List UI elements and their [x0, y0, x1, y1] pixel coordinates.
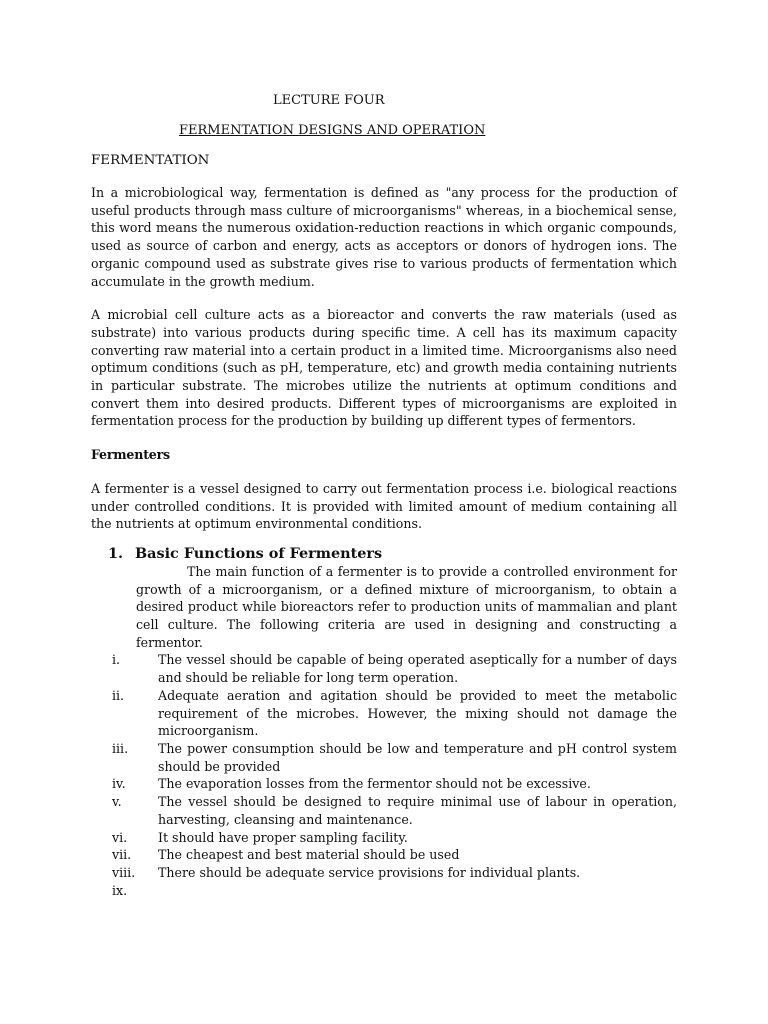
section-heading-fermenters: Fermenters: [91, 447, 170, 463]
list-text: Adequate aeration and agitation should be provided to meet the metabolic requirement of the microbes. However, the mixing should not damage the microorganism.: [158, 687, 677, 739]
lecture-title: LECTURE FOUR: [273, 93, 385, 108]
intro-text: The main function of a fermenter is to provide a controlled environment for growth of a microorganism, or a defined mixture of microorganism, to obtain a desired product while bioreactors refer to production units of mammalian and plant cell culture. The following criteria are used in designing and constructing a fermentor.: [136, 563, 677, 650]
list-numeral: vi.: [112, 829, 128, 845]
list-numeral: ii.: [112, 687, 125, 703]
heading-text: Basic Functions of Fermenters: [135, 544, 383, 562]
paragraph-cell-culture: A microbial cell culture acts as a bioreactor and converts the raw materials (used as substrate) into various products during specific time. A cell has its maximum capacity converting raw material into a certain product in a limited time. Microorganisms also need optimum conditions (such as pH, temperature, etc) and growth media containing nutrients in particular substrate. The microbes utilize the nutrients at optimum conditions and convert them into desired products. Different types of microorganisms are exploited in fermentation process for the production by building up different types of fermentors.: [91, 307, 677, 429]
list-text: The evaporation losses from the fermentor should not be excessive.: [158, 776, 591, 792]
list-item: [91, 793, 677, 828]
list-text: It should have proper sampling facility.: [158, 829, 408, 845]
list-item: [91, 775, 677, 793]
list-numeral: v.: [112, 794, 122, 810]
list-text: There should be adequate service provisions for individual plants.: [158, 864, 581, 880]
list-item: [91, 864, 677, 882]
list-item: [91, 687, 677, 740]
list-numeral: ix.: [112, 882, 128, 898]
list-numeral: iii.: [112, 740, 129, 756]
list-item: [91, 651, 677, 686]
list-numeral: i.: [112, 652, 121, 668]
list-item: [91, 846, 677, 864]
list-item: [91, 882, 677, 900]
basic-functions-intro: [91, 563, 677, 652]
list-text: The vessel should be capable of being operated aseptically for a number of days and should be reliable for long term operation.: [158, 652, 677, 686]
list-text: The cheapest and best material should be used: [158, 847, 460, 863]
paragraph-fermenter-definition: A fermenter is a vessel designed to carry out fermentation process i.e. biological reactions under controlled conditions. It is provided with limited amount of medium containing all the nutrients at optimum environmental conditions.: [91, 480, 677, 532]
criteria-list: [91, 651, 677, 899]
list-text: [158, 883, 162, 898]
list-numeral: iv.: [112, 776, 126, 792]
document-page: [91, 92, 677, 899]
heading-number: 1.: [108, 544, 124, 562]
heading-basic-functions: [91, 545, 677, 563]
paragraph-definition: In a microbiological way, fermentation is defined as "any process for the production of useful products through mass culture of microorganisms" whereas, in a biochemical sense, this word means the numerous oxidation-reduction reactions in which organic compounds, used as source of carbon and energy, acts as acceptors or donors of hydrogen ions. The organic compound used as substrate gives rise to various products of fermentation which accumulate in the growth medium.: [91, 185, 677, 289]
section-heading-fermentation: FERMENTATION: [91, 153, 210, 168]
document-title: FERMENTATION DESIGNS AND OPERATION: [179, 123, 486, 138]
list-text: The vessel should be designed to require minimal use of labour in operation, harvesting, cleansing and maintenance.: [158, 794, 677, 827]
list-text: The power consumption should be low and temperature and pH control system should be provided: [158, 740, 677, 774]
list-numeral: vii.: [112, 847, 132, 863]
list-item: [91, 829, 677, 847]
list-item: [91, 740, 677, 775]
list-numeral: viii.: [112, 864, 136, 880]
